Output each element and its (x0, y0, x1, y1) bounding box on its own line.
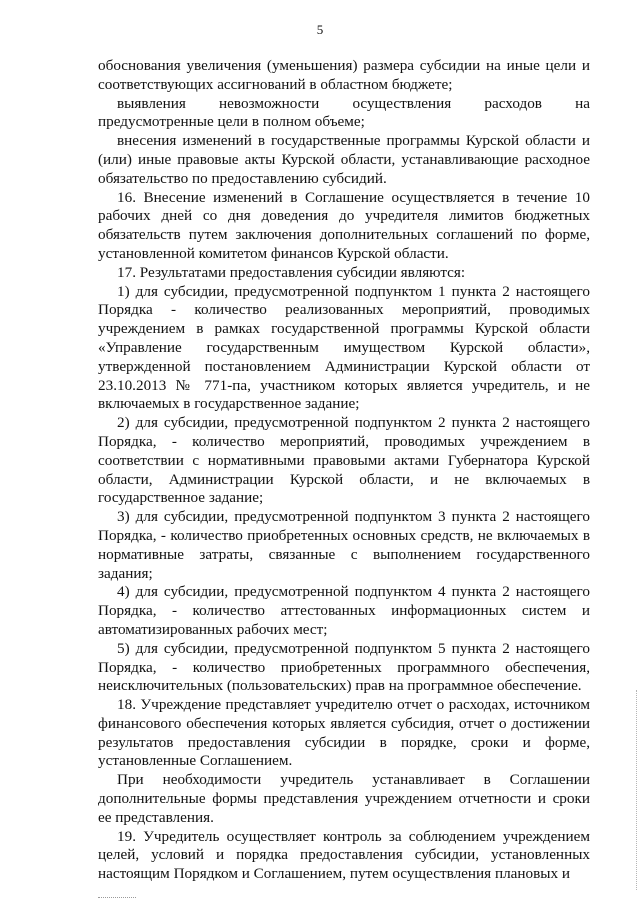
scan-artifact-bottom (98, 897, 136, 899)
paragraph-item-16: 16. Внесение изменений в Соглашение осуществляется в течение 10 рабочих дней со дня доведения до учредителя лимитов бюджетных обязательств путем заключения дополнительных соглашений по форме, установленной комитетом финансов Курской области. (98, 188, 590, 262)
document-body (98, 57, 590, 884)
paragraph-result-2: 2) для субсидии, предусмотренной подпунктом 2 пункта 2 настоящего Порядка, - количество мероприятий, проводимых учреждением в соответствии с нормативными правовыми актами Губернатора Курской области, Администрации Курской области, и не включаемых в государственное задание; (98, 414, 590, 507)
page-number: 5 (316, 22, 324, 37)
paragraph-additional-forms: При необходимости учредитель устанавливает в Соглашении дополнительные формы представления учреждением отчетности и сроки ее представления. (98, 771, 590, 826)
scan-artifact-edge (636, 690, 638, 890)
paragraph-continuation: обоснования увеличения (уменьшения) размера субсидии на иные цели и соответствующих ассигнований в областном бюджете; (98, 57, 590, 93)
paragraph-impossibility: выявления невозможности осуществления расходов на предусмотренные цели в полном объеме; (98, 94, 590, 131)
paragraph-item-17: 17. Результатами предоставления субсидии являются: (117, 263, 466, 281)
paragraph-result-1: 1) для субсидии, предусмотренной подпунктом 1 пункта 2 настоящего Порядка - количество реализованных мероприятий, проводимых учреждением в рамках государственной программы Курской области «Управление государственным имуществом Курской области», утвержденной постановлением Администрации Курской области от 23.10.2013 № 771-па, участником которых является учредитель, и не включаемых в государственное задание; (98, 282, 590, 413)
paragraph-item-18: 18. Учреждение представляет учредителю отчет о расходах, источником финансового обеспечения которых является субсидия, отчет о достижении результатов предоставления субсидии в порядке, сроки и форме, установленные Соглашением. (98, 696, 590, 770)
paragraph-result-4: 4) для субсидии, предусмотренной подпунктом 4 пункта 2 настоящего Порядка, - количество аттестованных информационных систем и автоматизированных рабочих мест; (98, 583, 590, 638)
paragraph-result-3: 3) для субсидии, предусмотренной подпунктом 3 пункта 2 настоящего Порядка, - количество приобретенных основных средств, не включаемых в нормативные затраты, связанные с выполнением государственного задания; (98, 508, 590, 582)
paragraph-result-5: 5) для субсидии, предусмотренной подпунктом 5 пункта 2 настоящего Порядка, - количество приобретенных программного обеспечения, неисключительных (пользовательских) прав на программное обеспечение. (98, 639, 590, 695)
paragraph-item-19: 19. Учредитель осуществляет контроль за соблюдением учреждением целей, условий и порядка предоставления субсидии, установленных настоящим Порядком и Соглашением, путем осуществления плановых и (98, 827, 590, 883)
paragraph-program-changes: внесения изменений в государственные программы Курской области и (или) иные правовые акты Курской области, устанавливающие расходное обязательство по предоставлению субсидий. (98, 132, 590, 187)
